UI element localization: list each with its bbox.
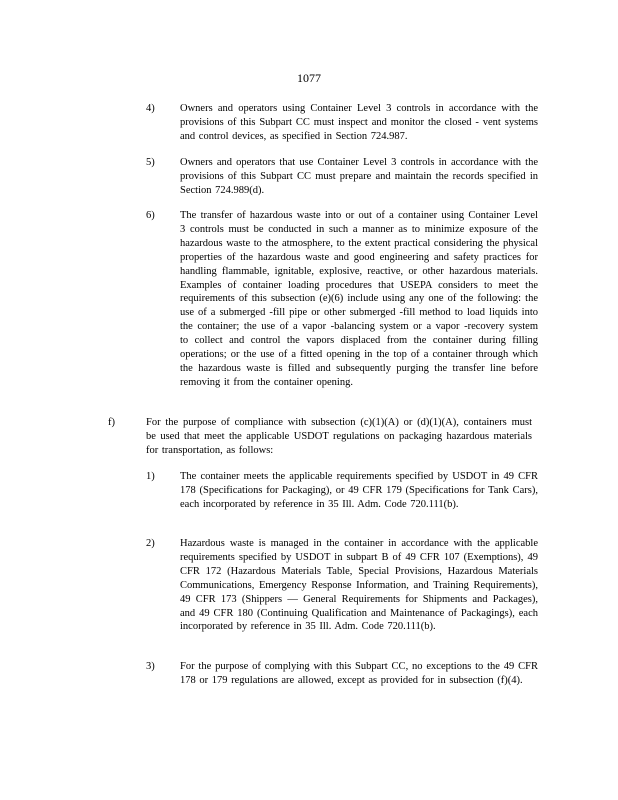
item-label: 2) — [146, 538, 155, 549]
item-text: The container meets the applicable requirements specified by USDOT in 49 CFR 178 (Specifications for Packaging), or 49 CFR 179 (Specifications for Tank Cars), each incorporated by reference in 35 Ill. Adm. Code 720.111(b). — [180, 471, 538, 510]
item-label: 6) — [146, 210, 155, 221]
item-text: The transfer of hazardous waste into or out of a container using Container Level 3 controls must be conducted in such a manner as to minimize exposure of the hazardous waste to the atmosphere, to the extent practical considering the physical properties of the hazardous waste and good engineering and safety practices for handling flammable, ignitable, explosive, reactive, or other hazardous materials. Examples of container loading procedures that USEPA considers to meet the requirements of this subsection (e)(6) include using any one of the following: the use of a submerged -fill pipe or other submerged -fill method to load liquids into the container; the use of a vapor -balancing system or a vapor -recovery system to collect and control the vapors displaced from the container during filling operations; or the use of a fitted opening in the top of a container through which the hazardous waste is filled and subsequently purging the transfer line before removing it from the container opening. — [180, 210, 538, 388]
item-text: Owners and operators using Container Level 3 controls in accordance with the provisions of this Subpart CC must inspect and monitor the closed - vent systems and control devices, as specified in Section 724.987. — [180, 103, 538, 142]
item-text: For the purpose of complying with this Subpart CC, no exceptions to the 49 CFR 178 or 179 regulations are allowed, except as provided for in subsection (f)(4). — [180, 661, 538, 686]
item-label: 4) — [146, 103, 155, 114]
item-label: 5) — [146, 157, 155, 168]
item-text: Hazardous waste is managed in the container in accordance with the applicable requirements specified by USDOT in subpart B of 49 CFR 107 (Exemptions), 49 CFR 172 (Hazardous Materials Table, Special Provisions, Hazardous Materials Communications, Emergency Response Information, and Training Requirements), 49 CFR 173 (Shippers — General Requirements for Shipments and Packages), and 49 CFR 180 (Continuing Qualification and Maintenance of Packagings), each incorporated by reference in 35 Ill. Adm. Code 720.111(b). — [180, 538, 538, 633]
item-label: 3) — [146, 661, 155, 672]
item-label: f) — [108, 417, 115, 428]
item-label: 1) — [146, 471, 155, 482]
page-number: 1077 — [297, 71, 321, 85]
item-text: Owners and operators that use Container Level 3 controls in accordance with the provisions of this Subpart CC must prepare and maintain the records specified in Section 724.989(d). — [180, 157, 538, 196]
item-text: For the purpose of compliance with subsection (c)(1)(A) or (d)(1)(A), containers must be used that meet the applicable USDOT regulations on packaging hazardous materials for transportation, as follows: — [146, 417, 532, 456]
